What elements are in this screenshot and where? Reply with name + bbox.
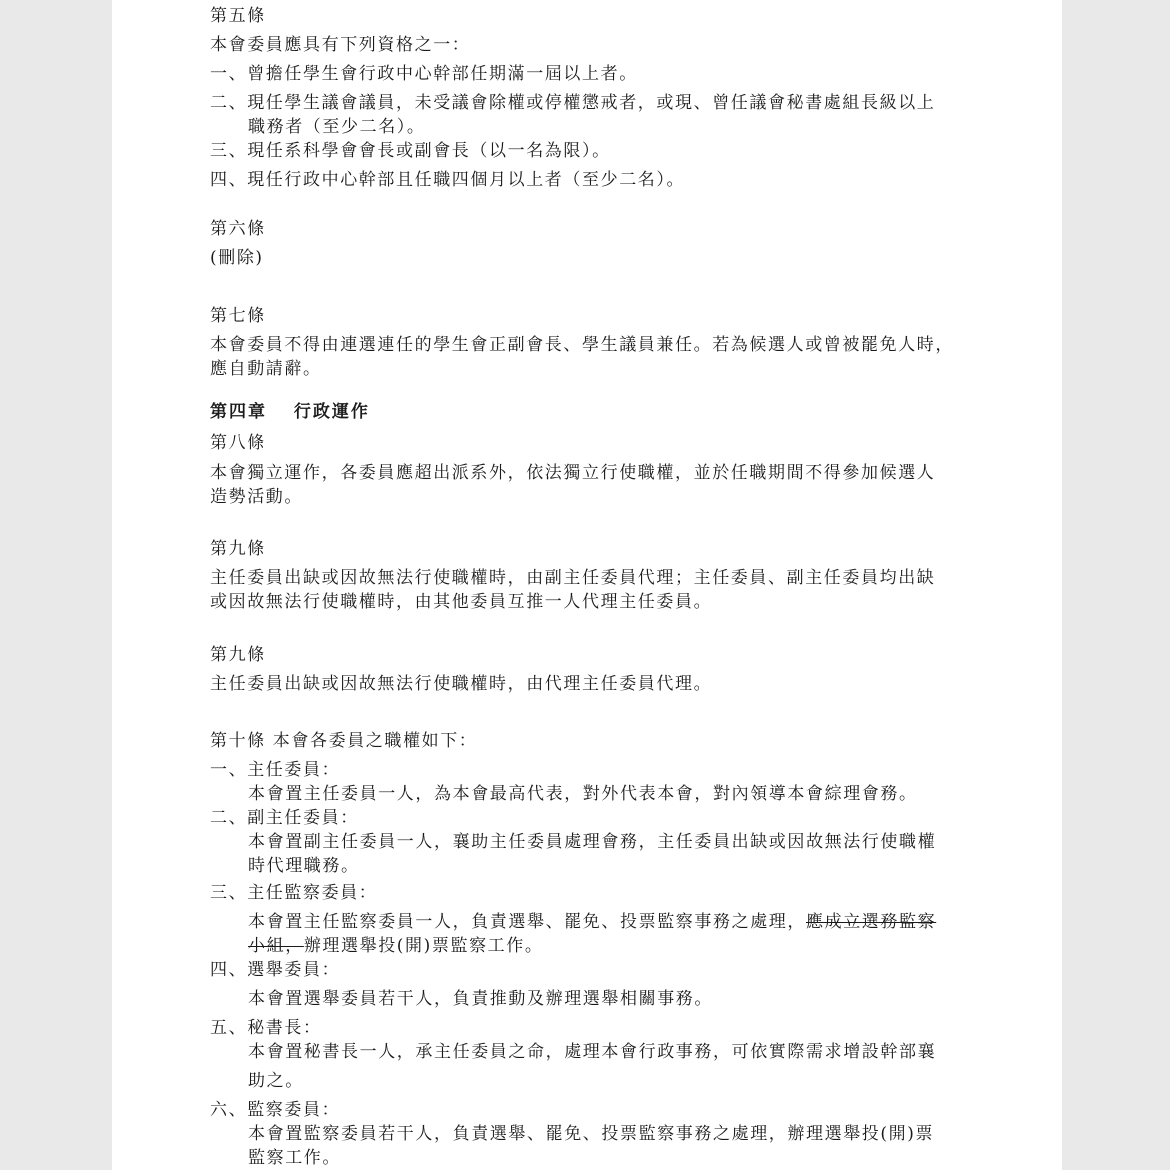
- article-5-intro: 本會委員應具有下列資格之一：: [210, 35, 471, 55]
- article-9b-heading: 第九條: [210, 645, 266, 665]
- role-3-desc-2: [248, 934, 543, 958]
- role-1-desc: 本會置主任委員一人，為本會最高代表，對外代表本會，對內領導本會綜理會務。: [248, 784, 918, 804]
- article-5-heading: 第五條: [210, 6, 266, 26]
- article-5-item-3: 三、現任系科學會會長或副會長（以一名為限）。: [210, 141, 611, 161]
- role-4-title: 四、選舉委員：: [210, 960, 341, 980]
- article-5-item-1: 一、曾擔任學生會行政中心幹部任期滿一屆以上者。: [210, 64, 638, 84]
- article-10-heading: 第十條 本會各委員之職權如下：: [210, 731, 478, 751]
- article-6-heading: 第六條: [210, 219, 266, 239]
- article-5-item-2: 二、現任學生議會議員，未受議會除權或停權懲戒者，或現、曾任議會秘書處組長級以上: [210, 93, 936, 113]
- article-8-heading: 第八條: [210, 433, 266, 453]
- article-6-body: (刪除): [210, 248, 264, 268]
- article-9a-line-2: 或因故無法行使職權時，由其他委員互推一人代理主任委員。: [210, 592, 713, 612]
- article-8-line-2: 造勢活動。: [210, 487, 303, 507]
- article-5-item-4: 四、現任行政中心幹部且任職四個月以上者（至少二名）。: [210, 170, 686, 190]
- role-2-title: 二、副主任委員：: [210, 808, 359, 828]
- article-8-line-1: 本會獨立運作，各委員應超出派系外，依法獨立行使職權，並於任職期間不得參加候選人: [210, 463, 936, 483]
- role-5-desc-1: 本會置秘書長一人，承主任委員之命，處理本會行政事務，可依實際需求增設幹部襄: [248, 1042, 937, 1062]
- role-3-desc-1: [248, 910, 936, 934]
- article-9b-line-1: 主任委員出缺或因故無法行使職權時，由代理主任委員代理。: [210, 674, 713, 694]
- role-2-desc-2: 時代理職務。: [248, 856, 360, 876]
- role-6-title: 六、監察委員：: [210, 1100, 341, 1120]
- role-5-title: 五、秘書長：: [210, 1018, 322, 1038]
- role-4-desc: 本會置選舉委員若干人，負責推動及辦理選舉相關事務。: [248, 989, 713, 1009]
- role-3-desc-1-text: 本會置主任監察委員一人，負責選舉、罷免、投票監察事務之處理，: [248, 912, 806, 932]
- article-5-item-2-cont: 職務者（至少二名）。: [248, 117, 426, 137]
- role-3-title: 三、主任監察委員：: [210, 883, 378, 903]
- article-9a-line-1: 主任委員出缺或因故無法行使職權時，由副主任委員代理；主任委員、副主任委員均出缺: [210, 568, 936, 588]
- role-3-struck-text-1: 應成立選務監察: [806, 912, 937, 932]
- role-6-desc-1: 本會置監察委員若干人，負責選舉、罷免、投票監察事務之處理，辦理選舉投(開)票: [248, 1124, 935, 1144]
- article-7-heading: 第七條: [210, 306, 266, 326]
- article-7-line-2: 應自動請辭。: [210, 359, 322, 379]
- role-1-title: 一、主任委員：: [210, 760, 341, 780]
- document-page: [112, 0, 1062, 1170]
- article-7-line-1: 本會委員不得由連選連任的學生會正副會長、學生議員兼任。若為候選人或曾被罷免人時，: [210, 335, 954, 355]
- role-3-struck-text-2: 小組，: [248, 936, 304, 956]
- role-3-desc-2-text: 辦理選舉投(開)票監察工作。: [303, 936, 544, 956]
- article-9a-heading: 第九條: [210, 539, 266, 559]
- role-2-desc-1: 本會置副主任委員一人，襄助主任委員處理會務，主任委員出缺或因故無法行使職權: [248, 832, 937, 852]
- chapter-4-title: 第四章 行政運作: [210, 402, 370, 422]
- role-5-desc-2: 助之。: [248, 1071, 304, 1091]
- role-6-desc-2: 監察工作。: [248, 1148, 341, 1168]
